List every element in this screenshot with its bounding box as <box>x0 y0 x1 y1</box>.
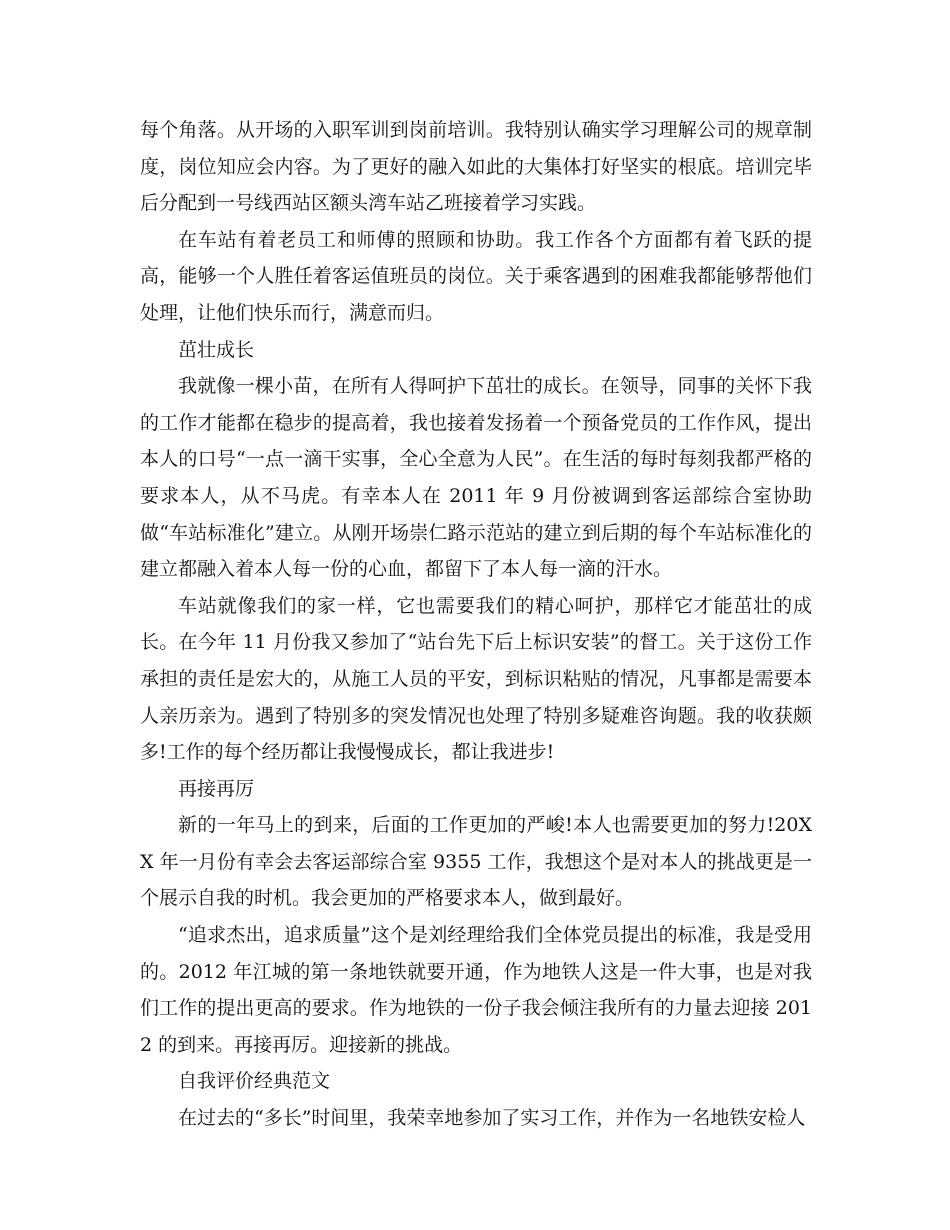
section-heading-growth: 茁壮成长 <box>178 338 255 361</box>
paragraph: 车站就像我们的家一样，它也需要我们的精心呵护，那样它才能茁壮的成长。在今年 11 月份我又参加了“站台先下后上标识安装”的督工。关于这份工作承担的责任是宏大的，从施工人员的平安，到标识粘贴的情况，凡事都是需要本人亲历亲为。遇到了特别多的突发情况也处理了特别多疑难咨询题。我的收获颇多!工作的每个经历都让我慢慢成长，都让我进步! <box>140 594 812 764</box>
section-heading-self-evaluation: 自我评价经典范文 <box>178 1070 331 1093</box>
document-body <box>140 112 812 1137</box>
section-heading-keep-going: 再接再厉 <box>178 777 255 800</box>
paragraph: 在车站有着老员工和师傅的照顾和协助。我工作各个方面都有着飞跃的提高，能够一个人胜任着客运值班员的岗位。关于乘客遇到的困难我都能够帮他们处理，让他们快乐而行，满意而归。 <box>140 228 812 324</box>
paragraph: 我就像一棵小苗，在所有人得呵护下茁壮的成长。在领导，同事的关怀下我的工作才能都在稳步的提高着，我也接着发扬着一个预备党员的工作作风，提出本人的口号“一点一滴干实事，全心全意为人民”。在生活的每时每刻我都严格的要求本人，从不马虎。有幸本人在 2011 年 9 月份被调到客运部综合室协助做“车站标准化”建立。从刚开场崇仁路示范站的建立到后期的每个车站标准化的建立都融入着本人每一份的心血，都留下了本人每一滴的汗水。 <box>140 375 812 581</box>
paragraph: 新的一年马上的到来，后面的工作更加的严峻!本人也需要更加的努力!20XX 年一月份有幸会去客运部综合室 9355 工作，我想这个是对本人的挑战更是一个展示自我的时机。我会更加的严格要求本人，做到最好。 <box>140 814 812 910</box>
paragraph: 在过去的“多长”时间里，我荣幸地参加了实习工作，并作为一名地铁安检人 <box>178 1107 806 1130</box>
paragraph-continuation: 每个角落。从开场的入职军训到岗前培训。我特别认确实学习理解公司的规章制度，岗位知应会内容。为了更好的融入如此的大集体打好坚实的根底。培训完毕后分配到一号线西站区额头湾车站乙班接着学习实践。 <box>140 119 812 215</box>
paragraph: “追求杰出，追求质量”这个是刘经理给我们全体党员提出的标准，我是受用的。2012 年江城的第一条地铁就要开通，作为地铁人这是一件大事，也是对我们工作的提出更高的要求。作为地铁的一份子我会倾注我所有的力量去迎接 2012 的到来。再接再厉。迎接新的挑战。 <box>140 924 812 1056</box>
